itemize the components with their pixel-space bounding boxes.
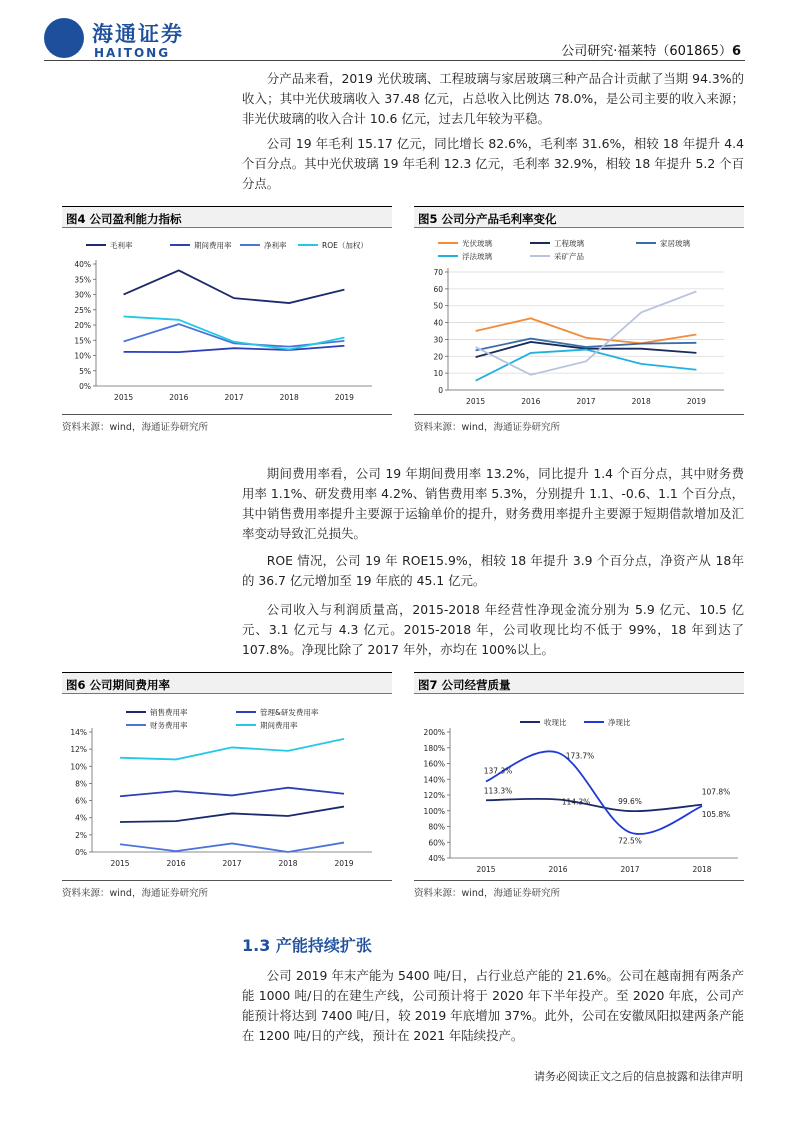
fig7-ytick-label: 100%	[423, 806, 445, 816]
fig7-legend-label: 净现比	[608, 718, 631, 727]
report-title: 公司研究·福莱特（601865）	[561, 44, 732, 59]
fig6-legend-label: 财务费用率	[150, 721, 188, 730]
fig6-xtick-label: 2016	[166, 859, 186, 868]
fig6-xtick-label: 2019	[334, 859, 354, 868]
fig4-legend-label: ROE（加权）	[322, 241, 368, 250]
fig4-ytick-label: 40%	[74, 260, 91, 269]
fig7-data-label: 72.5%	[618, 836, 642, 846]
fig4-legend-label: 净利率	[264, 241, 287, 250]
fig5-xtick-label: 2015	[466, 397, 486, 406]
fig6-series-line	[120, 788, 344, 797]
company-logo	[44, 16, 194, 64]
fig5-legend-label: 浮法玻璃	[462, 252, 492, 261]
fig6-xtick-label: 2017	[222, 859, 242, 868]
fig6-legend-label: 期间费用率	[260, 721, 298, 730]
fig6-xtick-label: 2018	[278, 859, 298, 868]
fig6-legend-label: 销售费用率	[150, 708, 188, 717]
fig5-xtick-label: 2019	[686, 397, 706, 406]
fig5-xtick-label: 2018	[631, 397, 651, 406]
fig6-chart	[62, 698, 392, 876]
fig7-data-label: 105.8%	[701, 810, 731, 820]
fig7-ytick-label: 140%	[423, 775, 445, 785]
fig4-ytick-label: 30%	[74, 290, 91, 300]
fig4-series-line	[124, 346, 345, 352]
fig4-series-line	[124, 270, 345, 303]
fig7-ytick-label: 80%	[428, 822, 445, 832]
fig5-title: 图5 公司分产品毛利率变化	[414, 206, 744, 228]
fig6-ytick-label: 0%	[75, 848, 87, 857]
fig7-ytick-label: 120%	[423, 791, 445, 800]
fig6-ytick-label: 2%	[75, 830, 87, 840]
fig5-chart	[414, 232, 744, 410]
fig6-series-line	[120, 843, 344, 852]
report-header	[561, 40, 741, 59]
fig4-chart	[62, 232, 392, 410]
fig5-legend-label: 光伏玻璃	[462, 239, 492, 248]
fig7-source: 资料来源：wind，海通证券研究所	[414, 888, 560, 899]
fig7-chart	[414, 698, 744, 876]
logo-text-cn: 海通证券	[92, 22, 184, 46]
fig4-ytick-label: 10%	[74, 351, 91, 361]
fig7-ytick-label: 40%	[428, 854, 445, 863]
page-number: 6	[731, 44, 741, 59]
fig4-legend-label: 期间费用率	[194, 241, 232, 250]
fig6-legend-label: 管理&研发费用率	[260, 708, 319, 717]
fig7-data-label: 137.3%	[483, 766, 513, 776]
fig5-ytick-label: 20	[433, 352, 443, 362]
fig5-legend-label: 工程玻璃	[554, 239, 584, 248]
fig6-series-line	[120, 807, 344, 822]
fig4-xtick-label: 2019	[334, 393, 354, 402]
fig5-ytick-label: 0	[438, 386, 443, 395]
fig5-xtick-label: 2017	[576, 397, 596, 406]
fig4-source-divider	[62, 414, 392, 415]
fig4-xtick-label: 2016	[169, 393, 189, 402]
fig5-ytick-label: 40	[433, 318, 443, 328]
fig4-series-line	[124, 324, 345, 347]
paragraph-expense-ratio: 期间费用率看，公司 19 年期间费用率 13.2%，同比提升 1.4 个百分点，其中财务费用率 1.1%、研发费用率 4.2%、销售费用率 5.3%，分别提升 1.1、-0.6、1.1 个百分点，其中销售费用率提升主要源于运输单价的提升，财务费用率提升主要源于短期借款增加及汇率变动导致汇兑损失。	[242, 466, 744, 541]
fig5-ytick-label: 70	[433, 268, 443, 277]
fig4-ytick-label: 0%	[79, 382, 91, 391]
fig7-xtick-label: 2018	[692, 865, 712, 874]
fig7-series-line	[483, 751, 702, 834]
fig5-ytick-label: 10	[433, 369, 443, 379]
fig4-xtick-label: 2015	[114, 393, 134, 402]
paragraph-capacity: 公司 2019 年末产能为 5400 吨/日，占行业总产能的 21.6%。公司在越南拥有两条产能 1000 吨/日的在建生产线，公司预计将于 2020 年下半年投产。至 2020 年底，公司产能预计将达到 7400 吨/日，较 2019 年底增加 37%。此外，公司在安徽凤阳拟建两条产能在 1200 吨/日的产线，预计在 2021 年陆续投产。	[242, 968, 744, 1043]
fig6-ytick-label: 12%	[70, 745, 87, 755]
header-divider	[44, 60, 745, 61]
fig5-legend-label: 家居玻璃	[660, 239, 690, 248]
paragraph-gross-profit: 公司 19 年毛利 15.17 亿元，同比增长 82.6%，毛利率 31.6%，相较 18 年提升 4.4个百分点。其中光伏玻璃 19 年毛利 12.3 亿元，毛利率 32.9%，相较 18 年提升 5.2 个百分点。	[242, 136, 744, 191]
logo-text-en: HAITONG	[94, 46, 171, 60]
paragraph-cash-quality: 公司收入与利润质量高，2015-2018 年经营性净现金流分别为 5.9 亿元、10.5 亿元、3.1 亿元与 4.3 亿元。2015-2018 年，公司收现比均不低于 99%，18 年到达了 107.8%。净现比除了 2017 年外，亦均在 100%以上。	[242, 602, 744, 657]
section-title: 1.3 产能持续扩张	[242, 936, 372, 955]
fig5-ytick-label: 50	[433, 301, 443, 311]
fig5-xtick-label: 2016	[521, 397, 541, 406]
fig7-source-divider	[414, 880, 744, 881]
page-footer: 请务必阅读正文之后的信息披露和法律声明	[534, 1070, 743, 1083]
fig7-ytick-label: 180%	[423, 743, 445, 753]
fig6-title: 图6 公司期间费用率	[62, 672, 392, 694]
fig5-ytick-label: 60	[433, 284, 443, 294]
paragraph-roe: ROE 情况，公司 19 年 ROE15.9%，相较 18 年提升 3.9 个百分点，净资产从 18年的 36.7 亿元增加至 19 年底的 45.1 亿元。	[242, 553, 744, 588]
fig7-ytick-label: 160%	[423, 759, 445, 769]
fig6-ytick-label: 10%	[70, 762, 87, 772]
fig7-data-label: 114.3%	[561, 797, 591, 807]
paragraph-product-revenue: 分产品来看，2019 光伏玻璃、工程玻璃与家居玻璃三种产品合计贡献了当期 94.3%的收入；其中光伏玻璃收入 37.48 亿元，占总收入比例达 78.0%，是公司主要的收入来源；非光伏玻璃的收入合计 10.6 亿元，过去几年较为平稳。	[242, 71, 744, 126]
fig7-data-label: 107.8%	[701, 787, 731, 797]
fig4-ytick-label: 20%	[74, 321, 91, 330]
fig7-xtick-label: 2015	[476, 865, 496, 874]
fig6-xtick-label: 2015	[110, 859, 130, 868]
fig5-series-line	[476, 350, 697, 381]
fig4-xtick-label: 2017	[224, 393, 244, 402]
fig7-data-label: 173.7%	[565, 751, 595, 761]
fig7-title: 图7 公司经营质量	[414, 672, 744, 694]
fig7-legend-label: 收现比	[544, 718, 567, 727]
fig4-source: 资料来源：wind，海通证券研究所	[62, 422, 208, 433]
fig7-xtick-label: 2017	[620, 865, 640, 874]
fig5-series-line	[476, 291, 697, 374]
fig6-series-line	[120, 739, 344, 760]
fig4-ytick-label: 35%	[74, 275, 91, 285]
fig5-ytick-label: 30	[433, 335, 443, 345]
fig4-legend-label: 毛利率	[110, 241, 133, 250]
fig6-ytick-label: 4%	[75, 813, 87, 823]
fig4-ytick-label: 25%	[74, 305, 91, 315]
fig5-legend-label: 采矿产品	[554, 252, 584, 261]
fig6-ytick-label: 6%	[75, 796, 87, 806]
fig5-source-divider	[414, 414, 744, 415]
fig7-data-label: 99.6%	[618, 797, 642, 807]
fig7-data-label: 113.3%	[483, 786, 513, 796]
logo-emblem-icon	[44, 18, 84, 58]
fig6-ytick-label: 14%	[70, 728, 87, 737]
fig6-source: 资料来源：wind，海通证券研究所	[62, 888, 208, 899]
fig6-ytick-label: 8%	[75, 779, 87, 789]
fig6-source-divider	[62, 880, 392, 881]
fig4-ytick-label: 15%	[74, 336, 91, 346]
fig5-source: 资料来源：wind，海通证券研究所	[414, 422, 560, 433]
fig7-ytick-label: 200%	[423, 728, 445, 737]
fig7-ytick-label: 60%	[428, 838, 445, 848]
fig4-title: 图4 公司盈利能力指标	[62, 206, 392, 228]
fig4-xtick-label: 2018	[279, 393, 299, 402]
fig7-series-line	[486, 799, 702, 811]
fig4-series-line	[124, 316, 345, 349]
fig7-xtick-label: 2016	[548, 865, 568, 874]
fig4-ytick-label: 5%	[79, 366, 91, 376]
